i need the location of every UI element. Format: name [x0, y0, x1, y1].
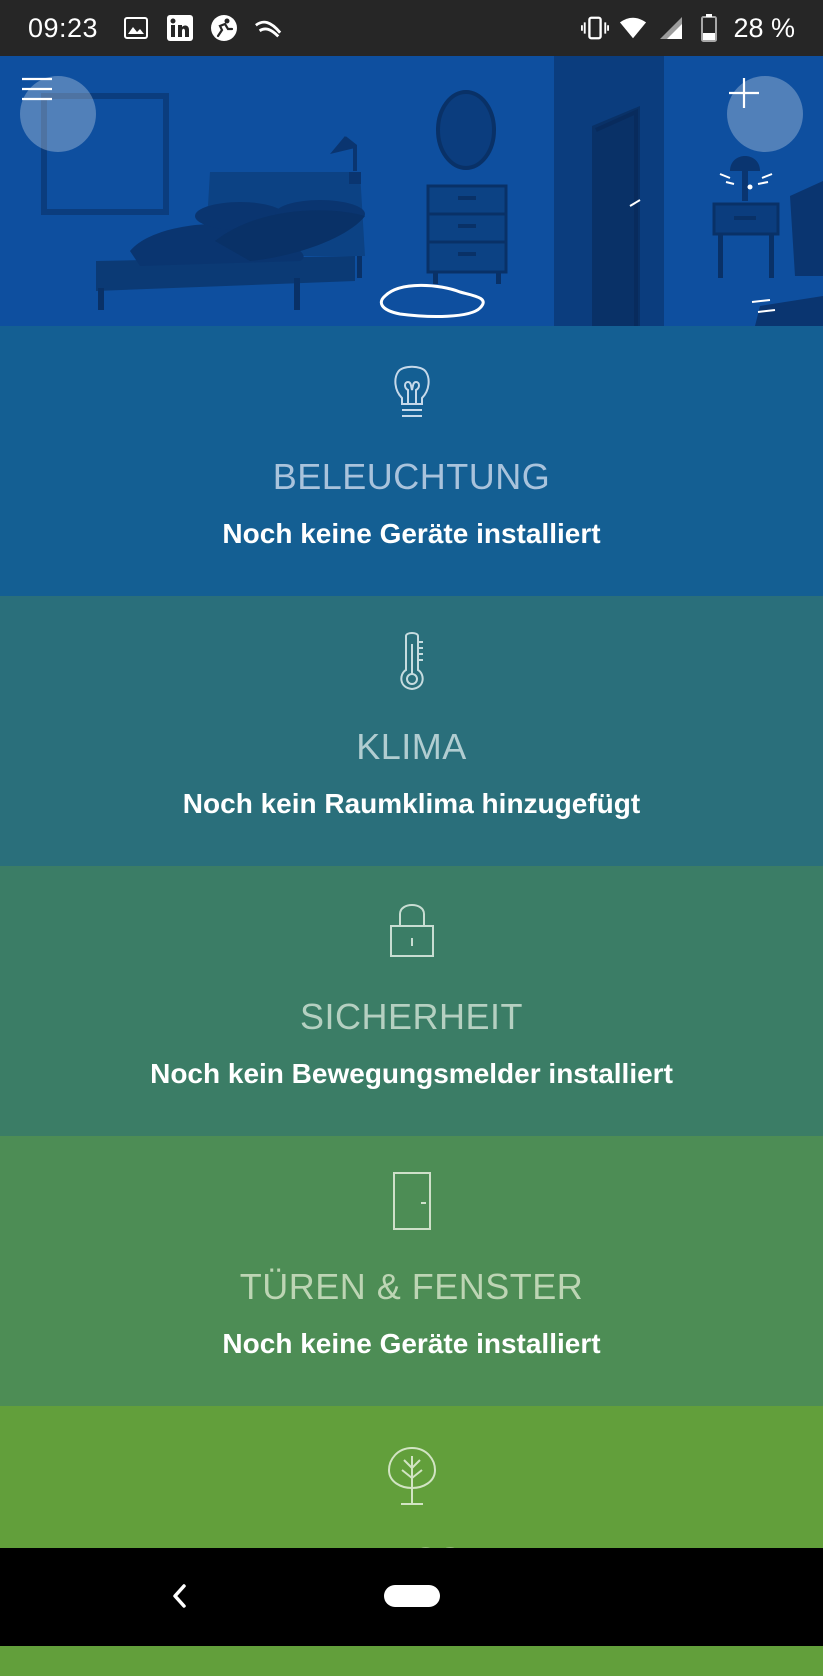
menu-button[interactable] — [20, 76, 96, 152]
wifi-icon — [619, 14, 647, 42]
swoosh-icon — [254, 14, 282, 42]
image-icon — [122, 14, 150, 42]
bedroom-illustration — [0, 56, 823, 326]
category-title: TÜREN & FENSTER — [239, 1266, 584, 1307]
category-title: BELEUCHTUNG — [272, 456, 551, 497]
status-time: 09:23 — [28, 12, 99, 43]
thermometer-icon — [397, 630, 427, 700]
lock-icon — [388, 900, 436, 970]
back-chevron-icon[interactable] — [160, 1576, 200, 1616]
category-lighting[interactable] — [0, 326, 823, 596]
battery-percent: 28 % — [733, 12, 795, 43]
category-title: SICHERHEIT — [299, 996, 524, 1037]
category-status: Noch keine Geräte installiert — [222, 1328, 601, 1359]
status-bar — [0, 0, 823, 56]
battery-icon — [695, 14, 723, 42]
signal-icon — [657, 14, 685, 42]
lightbulb-icon — [392, 360, 432, 430]
category-security[interactable] — [0, 866, 823, 1136]
system-status — [581, 13, 795, 44]
category-status: Noch keine Geräte installiert — [222, 518, 601, 549]
category-climate[interactable] — [0, 596, 823, 866]
home-pill-icon[interactable] — [384, 1585, 440, 1607]
linkedin-icon — [166, 14, 194, 42]
room-header — [0, 56, 823, 326]
category-doors-windows[interactable] — [0, 1136, 823, 1406]
category-title: KLIMA — [356, 726, 467, 767]
tree-icon — [387, 1446, 437, 1516]
sport-icon — [210, 14, 238, 42]
door-icon — [390, 1170, 434, 1240]
vibrate-icon — [581, 14, 609, 42]
add-button[interactable] — [727, 76, 803, 152]
notification-icons — [122, 14, 282, 42]
category-status: Noch kein Bewegungsmelder installiert — [150, 1058, 673, 1089]
category-status: Noch kein Raumklima hinzugefügt — [182, 788, 641, 819]
system-nav-bar — [0, 1548, 823, 1646]
